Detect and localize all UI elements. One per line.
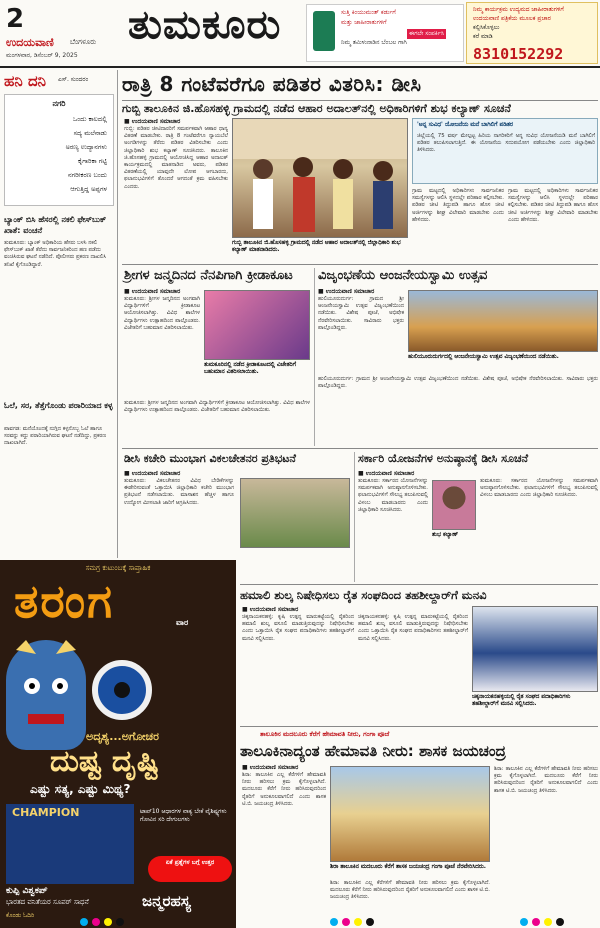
schemes-text: ತುಮಕೂರು: ಸರ್ಕಾರದ ಯೋಜನೆಗಳನ್ನು ಸಮರ್ಪಕವಾಗಿ ಅನುಷ್ಠಾನಗೊಳಿಸಬೇಕು. ಫಲಾನುಭವಿಗಳಿಗೆ ಸೌಲಭ್ಯ ತಲುಪಿಸುವಲ್ಲಿ ವಿಳಂಬ ಮಾಡಬಾರದು ಎಂದು ಜಿಲ್ಲಾಧಿಕಾರಿ ಸೂಚಿಸಿದರು. [358,478,428,513]
sports-photo[interactable] [204,290,310,360]
magenta-mark [342,918,350,926]
byline: ■ ಉದಯವಾಣಿ ಸಮಾಚಾರ [242,606,299,613]
divider [122,264,598,265]
ad-line: ಅದೃಶ್ಯ...ಅಗೋಚರ [86,730,159,743]
yellow-mark [354,918,362,926]
champion-photo [6,804,134,884]
story-headline[interactable]: ಬ್ಯಾಂಕ್ ಬಿಸಿ ಹೆಸರಲ್ಲಿ ನಕಲಿ ಫೇಸ್‌ಬುಕ್ ಖಾತೆ: ವಂಚನೆ [4,215,107,235]
lead-photo[interactable] [232,118,408,238]
poem-line: ಒಂದು ಕಾಲದಲ್ಲಿ [72,115,107,123]
ad-badge: ಈಗಲೇ ಸಂಪರ್ಕಿಸಿ [409,30,445,37]
ad-line: ಕಲ್ಪಿಸಿಕೊಳ್ಳಲು [473,24,500,31]
ad-line: ಮತ್ತು ಜಾಹೀರಾತುಗಳಿಗೆ [341,19,387,26]
festival-text-more: ಹುಲಿಯೂರುದುರ್ಗ: ಗ್ರಾಮದ ಶ್ರೀ ಆಂಜನೇಯಸ್ವಾಮಿ ಉತ್ಸವ ವಿಜೃಂಭಣೆಯಿಂದ ನಡೆಯಿತು. ವಿಶೇಷ ಪೂಜೆ, ಅಭಿಷೇಕ ನೆರವೇರಿಸಲಾಯಿತು. ಸಾವಿರಾರು ಭಕ್ತರು ಪಾಲ್ಗೊಂಡಿದ್ದರು. [318,376,598,390]
page-number: 2 [6,4,25,34]
story-text: ತುಮಕೂರು: ಬ್ಯಾಂಕ್ ಅಧಿಕಾರಿಯ ಹೆಸರು ಬಳಸಿ ನಕಲಿ ಫೇಸ್‌ಬುಕ್ ಖಾತೆ ತೆರೆದು ಸಾರ್ವಜನಿಕರಿಂದ ಹಣ ಪಡೆದು ವಂಚಿಸಿರುವ ಘಟನೆ ನಡೆದಿದೆ. ಪೊಲೀಸರು ಪ್ರಕರಣ ದಾಖಲಿಸಿ ತನಿಖೆ ಕೈಗೊಂಡಿದ್ದಾರೆ. [4,240,107,268]
info-box-text: ಜಿಲ್ಲೆಯಲ್ಲಿ 75 ವರ್ಷ ಮೇಲ್ಪಟ್ಟ ಹಿರಿಯ ನಾಗರಿಕರಿಗೆ ಅನ್ನ ಸುವಿಧ ಯೋಜನೆಯಡಿ ಮನೆ ಬಾಗಿಲಿಗೆ ಪಡಿತರ ತಲುಪಿಸಲಾಗುತ್ತಿದೆ. ಈ ಯೋಜನೆಯ ಸದುಪಯೋಗ ಪಡೆಯಬೇಕು ಎಂದು ಜಿಲ್ಲಾಧಿಕಾರಿ ತಿಳಿಸಿದರು. [417,133,595,154]
story-headline[interactable]: ಓಲೆ, ಸರ, ತೆತ್ತೆಗೊಂಡು ಪರಾರಿಯಾದ ಕಳ್ಳ [4,401,113,410]
ad-phone-number[interactable]: 8310152292 [473,45,564,63]
hamali-photo-caption: ಚಿಕ್ಕನಾಯಕನಹಳ್ಳಿಯಲ್ಲಿ ರೈತ ಸಂಘದ ಪದಾಧಿಕಾರಿಗಳು ತಹಶೀಲ್ದಾರ್‌ಗೆ ಮನವಿ ಸಲ್ಲಿಸಿದರು. [472,694,571,707]
ad-side-text: ಟಾಪ್10 ಆಧಾರಗಳ ವಾಕ್ಯ ಬೇಕೆ ವೈಶಿಷ್ಟ್ಯಗಳು ಗೋವಿನ ಸರಿ ದೇಗುಲಗಳು [140,808,227,823]
story-text: ಪಾವಗಡ: ಮನೆಯೊಂದಕ್ಕೆ ನುಗ್ಗಿದ ಕಳ್ಳನೊಬ್ಬ ಓಲೆ ಹಾಗೂ ಸರವನ್ನು ಕದ್ದು ಪರಾರಿಯಾಗಿರುವ ಘಟನೆ ನಡೆದಿದ್ದು, ಪ್ರಕರಣ ದಾಖಲಾಗಿದೆ. [4,426,107,447]
paper-city: ಬೆಂಗಳೂರು [70,38,97,46]
info-box [412,118,598,184]
protest-headline[interactable]: ಡೀಸಿ ಕಚೇರಿ ಮುಂಭಾಗ ವಿಕಲಚೇತನರ ಪ್ರತಿಭಟನೆ [124,452,296,465]
black-mark [556,918,564,926]
byline: ■ ಉದಯವಾಣಿ ಸಮಾಚಾರ [124,288,181,295]
people-illustration [233,119,408,238]
water-text-col2: ಶಿರಾ: ತಾಲೂಕಿನ ಎಲ್ಲ ಕೆರೆಗಳಿಗೆ ಹೇಮಾವತಿ ನೀರು ಹರಿಸಲು ಕ್ರಮ ಕೈಗೊಳ್ಳಲಾಗಿದೆ. ಮದಲೂರು ಕೆರೆಗೆ ನೀರು ಹರಿಸಿರುವುದರಿಂದ ರೈತರಿಗೆ ಅನುಕೂಲವಾಗಲಿದೆ ಎಂದು ಶಾಸಕ ಟಿ.ಬಿ. ಜಯಚಂದ್ರ ತಿಳಿಸಿದರು. [330,880,490,901]
top-advertisement[interactable] [306,4,464,62]
protest-photo[interactable] [240,478,350,548]
sports-photo-caption: ತುಮಕೂರಿನಲ್ಲಿ ನಡೆದ ಕ್ರೀಡಾಕೂಟದಲ್ಲಿ ವಿಜೇತರಿಗೆ ಬಹುಮಾನ ವಿತರಿಸಲಾಯಿತು. [204,362,296,375]
water-text: ಶಿರಾ: ತಾಲೂಕಿನ ಎಲ್ಲ ಕೆರೆಗಳಿಗೆ ಹೇಮಾವತಿ ನೀರು ಹರಿಸಲು ಕ್ರಮ ಕೈಗೊಳ್ಳಲಾಗಿದೆ. ಮದಲೂರು ಕೆರೆಗೆ ನೀರು ಹರಿಸಿರುವುದರಿಂದ ರೈತರಿಗೆ ಅನುಕೂಲವಾಗಲಿದೆ ಎಂದು ಶಾಸಕ ಟಿ.ಬಿ. ಜಯಚಂದ್ರ ತಿಳಿಸಿದರು. [242,772,326,807]
ad-tagline: ಸಮಗ್ರ ಕುಟುಂಬಕ್ಕೆ ಸಾಪ್ತಾಹಿಕ [85,564,151,572]
column-divider [354,452,355,582]
divider [240,584,598,585]
sports-text: ತುಮಕೂರು: ಶ್ರೀಗಳ ಜನ್ಮದಿನದ ಅಂಗವಾಗಿ ವಿದ್ಯಾರ್ಥಿಗಳಿಗೆ ಕ್ರೀಡಾಕೂಟ ಆಯೋಜಿಸಲಾಗಿತ್ತು. ವಿವಿಧ ಶಾಲೆಗಳ ವಿದ್ಯಾರ್ಥಿಗಳು ಉತ್ಸಾಹದಿಂದ ಪಾಲ್ಗೊಂಡರು. ವಿಜೇತರಿಗೆ ಬಹುಮಾನ ವಿತರಿಸಲಾಯಿತು. [124,296,200,331]
byline: ■ ಉದಯವಾಣಿ ಸಮಾಚಾರ [242,764,299,771]
ad-call-to-action: ಕೊಂಡು ಓದಿರಿ [6,912,35,919]
ad-story-subtitle: ಭಾರತದ ವನಿತೆಯರ ಸೂಪರ್ ಸಾಧನೆ [6,898,89,906]
black-mark [116,918,124,926]
sports-text-more: ತುಮಕೂರು: ಶ್ರೀಗಳ ಜನ್ಮದಿನದ ಅಂಗವಾಗಿ ವಿದ್ಯಾರ್ಥಿಗಳಿಗೆ ಕ್ರೀಡಾಕೂಟ ಆಯೋಜಿಸಲಾಗಿತ್ತು. ವಿವಿಧ ಶಾಲೆಗಳ ವಿದ್ಯಾರ್ಥಿಗಳು ಉತ್ಸಾಹದಿಂದ ಪಾಲ್ಗೊಂಡರು. ವಿಜೇತರಿಗೆ ಬಹುಮಾನ ವಿತರಿಸಲಾಯಿತು. [124,400,310,414]
water-headline[interactable]: ತಾಲೂಕಿನಾದ್ಯಂತ ಹೇಮಾವತಿ ನೀರು: ಶಾಸಕ ಜಯಚಂದ್ರ [240,742,506,760]
ad-side-logo: ಜನ್ಮರಹಸ್ಯ [142,892,191,910]
ad-line: ಸುತ್ತಿ ಕಿಂಯುಮಂತ್ ಕರ್ಡುಗೆ [341,9,396,16]
poem-line: ಅರಣ್ಯ ಉದ್ಯಾನಗಳು [65,143,107,151]
ad-cover-question: ಎಷ್ಟು ಸತ್ಯ, ಎಷ್ಟು ಮಿಥ್ಯ? [30,782,131,796]
dateline: ಮಂಗಳವಾರ, ಡಿಸೆಂಬರ್ 9, 2025 [6,52,78,59]
info-box-heading: 'ಅನ್ನ ಸುವಿಧ' ಯೋಜನೆಯ ಮನೆ ಬಾಗಿಲಿಗೆ ಪಡಿತರ [417,122,513,128]
poem-line: ಕೈಗಾರಿಕಾ ಗಟ್ಟಿ [77,157,107,165]
taranga-logo: ತರಂಗ [14,574,114,628]
black-mark [366,918,374,926]
poem-line: ಸದ್ಯ ಮಲೆನಾಡು [73,129,107,137]
lead-photo-caption: ಗುಬ್ಬಿ ತಾಲೂಕಿನ ಜಿ.ಹೊಸಹಳ್ಳಿ ಗ್ರಾಮದಲ್ಲಿ ನಡೆದ ಆಹಾರ ಅದಾಲತ್‌ನಲ್ಲಿ ಜಿಲ್ಲಾಧಿಕಾರಿ ಶುಭ ಕಲ್ಯಾಣ್ ಮಾತನಾಡಿದರು. [232,240,401,253]
divider [240,726,598,727]
lead-text-col2: ಗ್ರಾಮ ಮಟ್ಟದಲ್ಲಿ ಅಧಿಕಾರಿಗಳು ಸಾರ್ವಜನಿಕರ ಸಮಸ್ಯೆಗಳನ್ನು ಆಲಿಸಿ ಸ್ಥಳದಲ್ಲೇ ಪರಿಹಾರ ಕಲ್ಪಿಸಬೇಕು. ಪಡಿತರ ಚೀಟಿ ತಿದ್ದುಪಡಿ ಹಾಗೂ ಹೊಸ ಚೀಟಿ ಅರ್ಜಿಗಳನ್ನು ಶೀಘ್ರ ವಿಲೇವಾರಿ ಮಾಡಬೇಕು ಎಂದು ಹೇಳಿದರು. [412,188,504,223]
lead-subheadline: ಗುಬ್ಬಿ ತಾಲೂಕಿನ ಜಿ.ಹೊಸಹಳ್ಳಿ ಗ್ರಾಮದಲ್ಲಿ ನಡೆದ ಆಹಾರ ಅದಾಲತ್‌ನಲ್ಲಿ ಅಧಿಕಾರಿಗಳಿಗೆ ಶುಭ ಕಲ್ಯಾಣ್ ಸೂಚನೆ [122,102,511,115]
water-text-col3: ಶಿರಾ: ತಾಲೂಕಿನ ಎಲ್ಲ ಕೆರೆಗಳಿಗೆ ಹೇಮಾವತಿ ನೀರು ಹರಿಸಲು ಕ್ರಮ ಕೈಗೊಳ್ಳಲಾಗಿದೆ. ಮದಲೂರು ಕೆರೆಗೆ ನೀರು ಹರಿಸಿರುವುದರಿಂದ ರೈತರಿಗೆ ಅನುಕೂಲವಾಗಲಿದೆ ಎಂದು ಶಾಸಕ ಟಿ.ಬಿ. ಜಯಚಂದ್ರ ತಿಳಿಸಿದರು. [494,766,598,794]
water-photo[interactable] [330,766,490,862]
lead-headline[interactable]: ರಾತ್ರಿ 8 ಗಂಟೆವರೆಗೂ ಪಡಿತರ ವಿತರಿಸಿ: ಡೀಸಿ [122,72,422,96]
ad-line: ನಿಮ್ಮ ತಮಿಳುನಾಡಿನ ಬೆಂಬಲ ಗಾಗಿ [341,39,407,46]
hamali-photo[interactable] [472,606,598,692]
edition-title: ತುಮಕೂರು [128,2,282,48]
hamali-headline[interactable]: ಹಮಾಲಿ ಶುಲ್ಕ ನಿಷೇಧಿಸಲು ರೈತ ಸಂಘದಿಂದ ತಹಶೀಲ್ದಾರ್‌ಗೆ ಮನವಿ [240,588,487,602]
water-kicker: ತಾಲೂಕಿನ ಮದಲೂರು ಕೆರೆಗೆ ಹೇಮಾವತಿ ನೀರು, ಗಂಗಾ ಪೂಜೆ [260,730,390,738]
ad-cover-title: ದುಷ್ಟ ದೃಷ್ಟಿ [50,744,160,779]
ad-line: ಉದಯವಾಣಿ ಪತ್ರಿಕೆಯ ಮೂಲಕ ಪ್ರಚಾರ [473,15,551,22]
poem-box [4,94,114,206]
print-registration-marks [0,916,600,928]
phone-icon [313,11,335,51]
ad-line: ಕರೆ ಮಾಡಿ [473,33,493,40]
water-photo-caption: ಶಿರಾ ತಾಲೂಕಿನ ಮದಲೂರು ಕೆರೆಗೆ ಶಾಸಕ ಜಯಚಂದ್ರ ಗಂಗಾ ಪೂಜೆ ನೆರವೇರಿಸಿದರು. [330,864,487,870]
official-portrait[interactable] [432,480,476,530]
column-title: ಹನಿ ದನಿ [4,72,46,90]
festival-text: ಹುಲಿಯೂರುದುರ್ಗ: ಗ್ರಾಮದ ಶ್ರೀ ಆಂಜನೇಯಸ್ವಾಮಿ ಉತ್ಸವ ವಿಜೃಂಭಣೆಯಿಂದ ನಡೆಯಿತು. ವಿಶೇಷ ಪೂಜೆ, ಅಭಿಷೇಕ ನೆರವೇರಿಸಲಾಯಿತು. ಸಾವಿರಾರು ಭಕ್ತರು ಪಾಲ್ಗೊಂಡಿದ್ದರು. [318,296,404,331]
lead-text-col3: ಗ್ರಾಮ ಮಟ್ಟದಲ್ಲಿ ಅಧಿಕಾರಿಗಳು ಸಾರ್ವಜನಿಕರ ಸಮಸ್ಯೆಗಳನ್ನು ಆಲಿಸಿ ಸ್ಥಳದಲ್ಲೇ ಪರಿಹಾರ ಕಲ್ಪಿಸಬೇಕು. ಪಡಿತರ ಚೀಟಿ ತಿದ್ದುಪಡಿ ಹಾಗೂ ಹೊಸ ಚೀಟಿ ಅರ್ಜಿಗಳನ್ನು ಶೀಘ್ರ ವಿಲೇವಾರಿ ಮಾಡಬೇಕು ಎಂದು ಹೇಳಿದರು. [508,188,598,223]
byline: ■ ಉದಯವಾಣಿ ಸಮಾಚಾರ [124,118,181,125]
divider [122,448,598,449]
left-column [0,70,118,558]
byline: ■ ಉದಯವಾಣಿ ಸಮಾಚಾರ [318,288,375,295]
poem-line: ಆಗುತ್ತಿದ್ದ ಅಪ್ಪಗಳ [70,185,107,193]
evil-eye-icon [92,660,152,720]
cyan-mark [330,918,338,926]
cyan-mark [80,918,88,926]
column-divider [314,268,315,446]
lead-text: ಗುಬ್ಬಿ: ಪಡಿತರ ಚೀಟಿದಾರರಿಗೆ ಸಮರ್ಪಕವಾಗಿ ಆಹಾರ ಧಾನ್ಯ ವಿತರಣೆ ಮಾಡಬೇಕು. ರಾತ್ರಿ 8 ಗಂಟೆವರೆಗೂ ನ್ಯಾಯಬೆಲೆ ಅಂಗಡಿಗಳನ್ನು ತೆರೆದು ಪಡಿತರ ವಿತರಿಸಬೇಕು ಎಂದು ಜಿಲ್ಲಾಧಿಕಾರಿ ಶುಭ ಕಲ್ಯಾಣ್ ಸೂಚಿಸಿದರು. ತಾಲೂಕಿನ ಜಿ.ಹೊಸಹಳ್ಳಿ ಗ್ರಾಮದಲ್ಲಿ ಆಯೋಜಿಸಿದ್ದ ಆಹಾರ ಅದಾಲತ್ ಕಾರ್ಯಕ್ರಮದಲ್ಲಿ ಮಾತನಾಡಿದ ಅವರು, ಪಡಿತರ ವಿತರಣೆಯಲ್ಲಿ ಯಾವುದೇ ಲೋಪ ಆಗಬಾರದು, ಫಲಾನುಭವಿಗಳಿಗೆ ತೊಂದರೆ ಆಗದಂತೆ ಕ್ರಮ ವಹಿಸಬೇಕು ಎಂದರು. [124,126,228,190]
yellow-mark [104,918,112,926]
ad-badge: ಏಕೆ ಪ್ರಶ್ನೆಗಳ ಬಗ್ಗೆ ಉತ್ತರ [148,856,232,882]
schemes-text-col2: ತುಮಕೂರು: ಸರ್ಕಾರದ ಯೋಜನೆಗಳನ್ನು ಸಮರ್ಪಕವಾಗಿ ಅನುಷ್ಠಾನಗೊಳಿಸಬೇಕು. ಫಲಾನುಭವಿಗಳಿಗೆ ಸೌಲಭ್ಯ ತಲುಪಿಸುವಲ್ಲಿ ವಿಳಂಬ ಮಾಡಬಾರದು ಎಂದು ಜಿಲ್ಲಾಧಿಕಾರಿ ಸೂಚಿಸಿದರು. [480,478,598,499]
divider [122,100,598,101]
magenta-mark [532,918,540,926]
poem-heading: ನಗರಿ [52,99,66,108]
hamali-text: ಚಿಕ್ಕನಾಯಕನಹಳ್ಳಿ: ಕೃಷಿ ಉತ್ಪನ್ನ ಮಾರುಕಟ್ಟೆಯಲ್ಲಿ ರೈತರಿಂದ ಹಮಾಲಿ ಶುಲ್ಕ ವಸೂಲಿ ಮಾಡುತ್ತಿರುವುದನ್ನು ನಿಷೇಧಿಸಬೇಕು ಎಂದು ಒತ್ತಾಯಿಸಿ ರೈತ ಸಂಘದ ಪದಾಧಿಕಾರಿಗಳು ತಹಶೀಲ್ದಾರ್‌ಗೆ ಮನವಿ ಸಲ್ಲಿಸಿದರು. [242,614,354,642]
masthead [0,0,600,68]
cyan-mark [520,918,528,926]
hamali-text-col2: ಚಿಕ್ಕನಾಯಕನಹಳ್ಳಿ: ಕೃಷಿ ಉತ್ಪನ್ನ ಮಾರುಕಟ್ಟೆಯಲ್ಲಿ ರೈತರಿಂದ ಹಮಾಲಿ ಶುಲ್ಕ ವಸೂಲಿ ಮಾಡುತ್ತಿರುವುದನ್ನು ನಿಷೇಧಿಸಬೇಕು ಎಂದು ಒತ್ತಾಯಿಸಿ ರೈತ ಸಂಘದ ಪದಾಧಿಕಾರಿಗಳು ತಹಶೀಲ್ದಾರ್‌ಗೆ ಮನವಿ ಸಲ್ಲಿಸಿದರು. [358,614,468,642]
column-author: ಎಸ್. ಸುಂದರಂ [58,76,89,83]
paper-name: ಉದಯವಾಣಿ [6,36,54,49]
festival-photo[interactable] [408,290,598,352]
mask-face-icon [6,640,86,750]
sports-headline[interactable]: ಶ್ರೀಗಳ ಜನ್ಮದಿನದ ನೆನಪಿಗಾಗಿ ಕ್ರೀಡಾಕೂಟ [124,268,293,283]
magenta-mark [92,918,100,926]
poem-line: ನಗರೀಕರಣ ಬಂದು [67,171,107,179]
festival-headline[interactable]: ವಿಜೃಂಭಣೆಯ ಆಂಜನೇಯಸ್ವಾಮಿ ಉತ್ಸವ [318,268,488,283]
byline: ■ ಉದಯವಾಣಿ ಸಮಾಚಾರ [124,470,181,477]
schemes-headline[interactable]: ಸರ್ಕಾರಿ ಯೋಜನೆಗಳ ಅನುಷ್ಠಾನಕ್ಕೆ ಡೀಸಿ ಸೂಚನೆ [358,452,529,465]
ad-line: ನಿಮ್ಮ ಕಾರ್ಯಕ್ರಮ ಉದ್ಯಮದ ಜಾಹೀರಾತುಗಳಿಗೆ [473,6,564,13]
byline: ■ ಉದಯವಾಣಿ ಸಮಾಚಾರ [358,470,415,477]
festival-photo-caption: ಹುಲಿಯೂರುದುರ್ಗದಲ್ಲಿ ಆಂಜನೇಯಸ್ವಾಮಿ ಉತ್ಸವ ವಿಜೃಂಭಣೆಯಿಂದ ನಡೆಯಿತು. [408,354,559,360]
taranga-advertisement[interactable] [0,560,236,928]
champion-label: CHAMPION [12,806,80,819]
mask-illustration [6,640,86,750]
ad-story-title: ಕುಪ್ಪಿ ವಿಶ್ವಕಪ್ [6,886,48,896]
right-advertisement[interactable] [466,2,598,64]
protest-text: ತುಮಕೂರು: ವಿಕಲಚೇತನರ ವಿವಿಧ ಬೇಡಿಕೆಗಳನ್ನು ಈಡೇರಿಸುವಂತೆ ಒತ್ತಾಯಿಸಿ ಜಿಲ್ಲಾಧಿಕಾರಿ ಕಚೇರಿ ಮುಂಭಾಗ ಪ್ರತಿಭಟನೆ ನಡೆಸಲಾಯಿತು. ಮಾಸಾಶನ ಹೆಚ್ಚಳ ಹಾಗೂ ಉದ್ಯೋಗ ಮೀಸಲಾತಿ ಜಾರಿಗೆ ಆಗ್ರಹಿಸಿದರು. [124,478,234,506]
portrait-caption: ಶುಭ ಕಲ್ಯಾಣ್ [432,532,459,538]
ad-weekly-label: ವಾರ [176,618,189,627]
yellow-mark [544,918,552,926]
